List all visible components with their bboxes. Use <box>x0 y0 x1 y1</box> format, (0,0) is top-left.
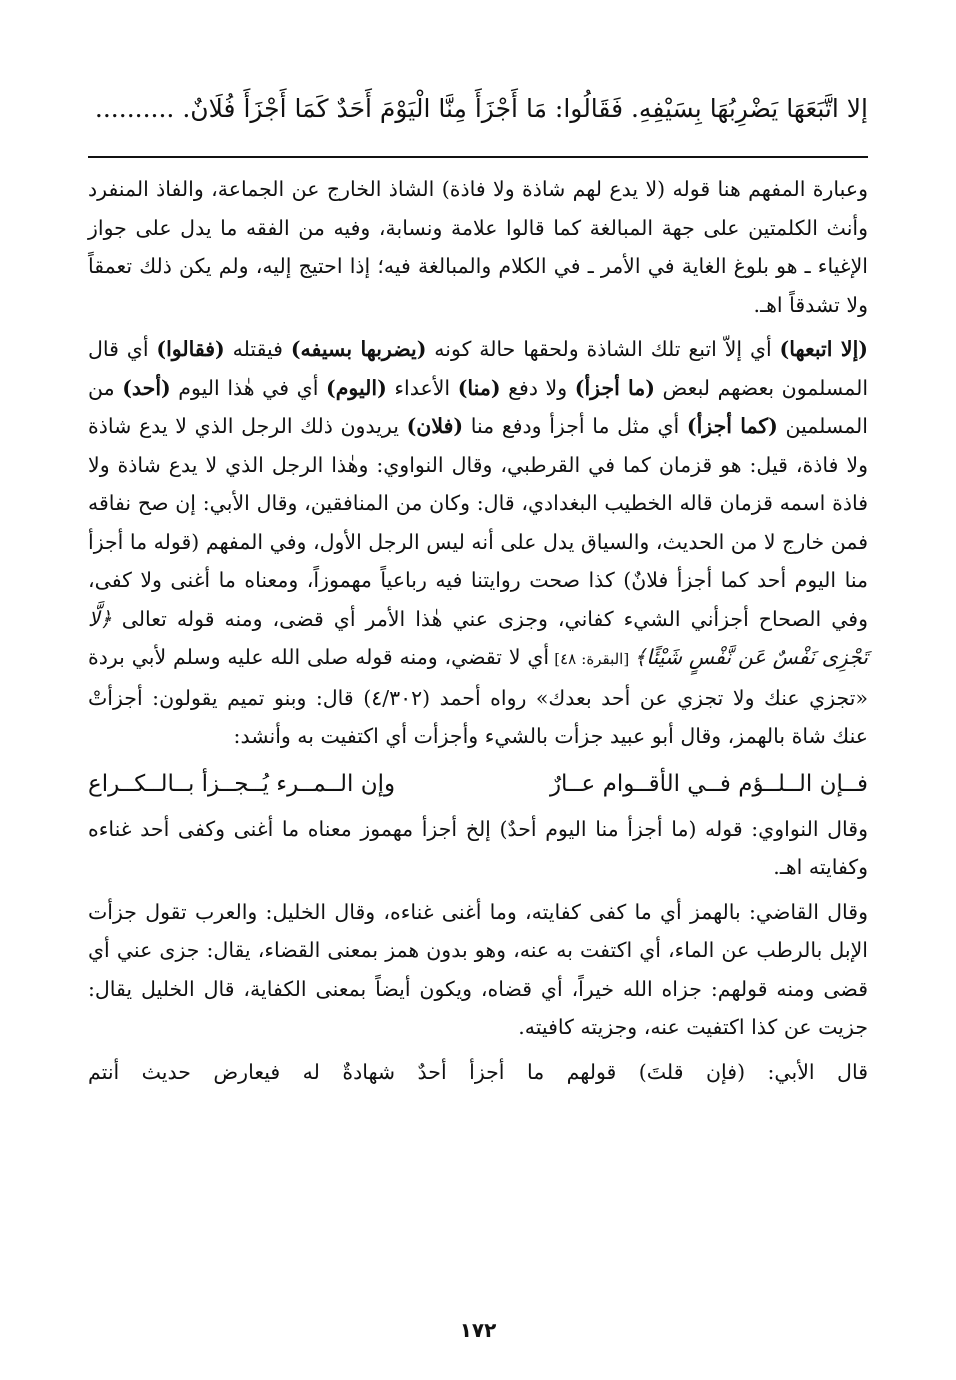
text-run: أي إلاّ اتبع تلك الشاذة ولحقها حالة كونه <box>426 337 780 361</box>
verse-second-hemistich: وإن الــمــرء يُــجــزأ بــالــكــراع <box>88 770 396 797</box>
keyword: (فلان) <box>406 414 464 438</box>
quran-verse: ﴿لَّا تَجْزِى نَفْسٌ عَن نَّفْسٍ شَيْئًا﴾ <box>88 606 868 669</box>
text-run: من المسلمين <box>88 375 868 438</box>
keyword: (أحد) <box>122 375 171 400</box>
keyword: (يضربها بسيفه) <box>290 337 427 361</box>
keyword: (ما أجزأ) <box>574 375 655 400</box>
text-run: الأعداء <box>386 375 458 400</box>
footnote-separator <box>88 156 868 158</box>
paragraph-qadi: وقال القاضي: بالهمز أي ما كفى كفايته، وما أغنى غناءه، وقال الخليل: والعرب تقول جزأت الإبل بالرطب عن الماء، أي اكتفت به عنه، وهو بدون همز بمعنى القضاء، يقال: جزى عني أي قضى ومنه قولهم: جزاه الله خيراً، أي قضاه، ويكون أيضاً بمعنى الكفاية، قال الخليل يقال: جزيت عن كذا اكتفيت عنه، وجزيته كافيته. <box>88 899 868 1039</box>
keyword: (إلا اتبعها) <box>779 337 868 361</box>
text-run: يريدون ذلك الرجل الذي لا يدع شاذة ولا فاذة، قيل: هو قزمان كما في القرطبي، وقال النواوي: وهٰذا الرجل الذي لا يدع شاذة ولا فاذة اسمه قزمان قاله الخطيب البغدادي، قال: وكان من المنافقين، وقال الأبي: إن صح نفاقه فمن خارج لا من الحديث، والسياق يدل على أنه ليس الرجل الأول، وفي المفهم (قوله ما أجزأ منا اليوم أحد كما أجزأ فلانٌ) كذا صحت روايتنا فيه رباعياً مهموزاً، ومعناه ما أغنى ولا كفى، وفي الصحاح أجزأني الشيء كفاني، وجزى عني هٰذا الأمر أي قضى، ومنه قوله تعالى <box>88 414 868 631</box>
text-run: أي قال المسلمون بعضهم لبعض <box>88 337 869 400</box>
paragraph-mufhim: وعبارة المفهم هنا قوله (لا يدع لهم شاذة ولا فاذة) الشاذ الخارج عن الجماعة، والفاذ المنفرد وأنث الكلمتين على جهة المبالغة كما قالوا علامة ونسابة، وفيه من الفقه ما يدل على جواز الإغياء ـ هو بلوغ الغاية في الأمر ـ في الكلام والمبالغة فيه؛ إذا احتيج إليه، ولم يكن ذلك تعمقاً ولا تشدقاً اهـ. <box>88 177 868 317</box>
paragraph-ubbi: قال الأبي: (فإن قلتَ) قولهم ما أجزأ أحدٌ شهادةٌ له فيعارض حديث أنتم <box>88 1059 868 1084</box>
keyword: (منا) <box>457 375 501 400</box>
paragraph-nawawi: وقال النواوي: قوله (ما أجزأ منا اليوم أحدٌ) إلخ أجزأ مهموز معناه ما أغنى وكفى أحد غناءه وكفايته اهـ. <box>88 816 868 879</box>
page-content <box>88 84 868 1097</box>
paragraph-explanation <box>88 330 868 756</box>
poetry-verse <box>88 762 868 806</box>
keyword: (اليوم) <box>326 375 387 400</box>
hadith-text: إلا اتَّبَعَهَا يَضْرِبُهَا بِسَيْفِهِ. فَقَالُوا: مَا أَجْزَأَ مِنَّا الْيَوْمَ أَحَدٌ كَمَا أَجْزَأَ فُلَانٌ. .......... <box>94 94 868 123</box>
text-run: ولا دفع <box>500 375 575 400</box>
keyword: (فقالوا) <box>156 337 225 361</box>
commentary <box>88 170 868 1091</box>
text-run: أي مثل ما أجزأ ودفع منا <box>463 414 687 438</box>
keyword: (كما أجزأ) <box>686 414 778 438</box>
page-number: ١٧٢ <box>459 1318 497 1342</box>
text-run: أي في هٰذا اليوم <box>170 375 326 400</box>
text-run: أي لا تقضي، ومنه قوله صلى الله عليه وسلم لأبي بردة «تجزي عنك ولا تجزي عن أحد بعدك» رواه أحمد (٤/٣٠٢) قال: وبنو تميم يقولون: أجزأتْ عنك شاة بالهمز، وقال أبو عبيد جزأت بالشيء وأجزأت أي اكتفيت به وأنشد: <box>88 645 868 748</box>
verse-reference: [البقرة: ٤٨] <box>549 650 635 668</box>
text-run: فيقتله <box>224 337 291 361</box>
verse-first-hemistich: فــإن الــلــؤم فــي الأقــوام عــارٌ <box>549 770 868 797</box>
